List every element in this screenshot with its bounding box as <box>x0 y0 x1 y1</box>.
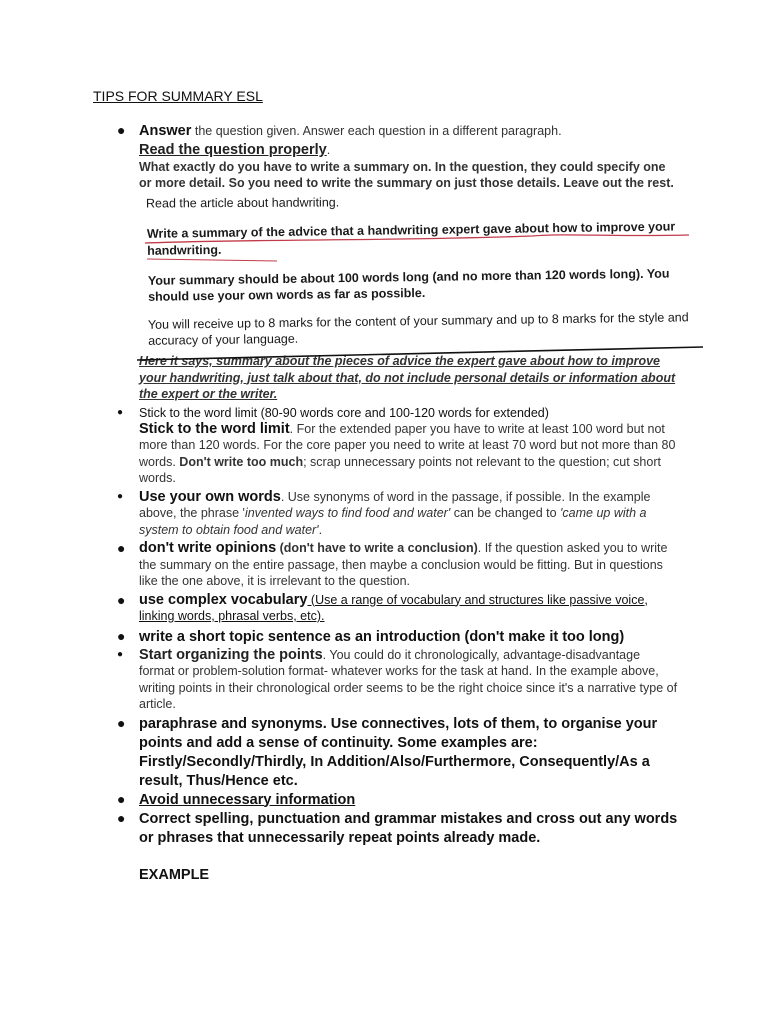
tips-list <box>113 122 689 885</box>
list-item-word-limit <box>113 405 678 487</box>
scanned-question-image <box>137 195 707 353</box>
scan-annotation-marks <box>137 195 707 370</box>
opinions-bold: (don't have to write a conclusion) <box>276 541 478 555</box>
bullet-icon: ● <box>117 490 124 502</box>
bullet-icon: ● <box>117 122 126 138</box>
list-item-answer <box>113 122 689 403</box>
own-words-tail: . <box>318 522 323 537</box>
vocab-lead: use complex vocabulary <box>139 591 308 608</box>
word-limit-lead: Stick to the word limit <box>139 420 290 437</box>
answer-text: the question given. Answer each question in a different paragraph. <box>191 124 562 138</box>
answer-lead: Answer <box>139 123 192 139</box>
opinions-lead: don't write opinions <box>139 540 277 556</box>
list-item-own-words <box>113 489 678 539</box>
example-heading: EXAMPLE <box>139 866 210 883</box>
scan-line-3: Your summary should be about 100 words long (and no more than 120 words long). You should use your own words as far as possible. <box>147 266 670 304</box>
red-underline-mark-2 <box>147 259 277 261</box>
own-words-lead: Use your own words <box>139 488 281 505</box>
document-title: TIPS FOR SUMMARY ESL <box>93 88 263 104</box>
answer-paragraph: What exactly do you have to write a summary on. In the question, they could specify one or more detail. So you need to write the summary on just those details. Leave out the rest. <box>139 160 674 190</box>
own-words-ital1: invented ways to find food and water' <box>244 506 451 520</box>
scan-line-4: You will receive up to 8 marks for the content of your summary and up to 8 marks for the style and accuracy of your language. <box>147 310 689 348</box>
read-question-tail: . <box>326 143 331 157</box>
word-limit-text: . For the extended paper you have to write at least 100 word but not more than 120 words. For the core paper you need to write at least 70 word but not more than 80 words. <box>139 421 676 469</box>
organize-text: . You could do it chronologically, advantage-disadvantage format or problem-solution format- whatever works for the task at hand. In the example above, writing points in their chronological order seems to be the right choice since it's a narrative type of article. <box>139 647 678 711</box>
own-words-mid: can be changed to <box>450 506 561 520</box>
list-item-paraphrase <box>113 715 678 791</box>
scan-line-2: Write a summary of the advice that a handwriting expert gave about how to improve your handwriting. <box>146 219 676 258</box>
bullet-icon: ● <box>117 790 126 807</box>
list-item-vocabulary <box>113 592 678 625</box>
own-words-ital2: 'came up with a system to obtain food and water' <box>139 506 647 537</box>
red-underline-mark <box>145 235 689 243</box>
read-question-heading: Read the question properly <box>139 142 327 158</box>
list-item-opinions <box>113 540 678 590</box>
bullet-icon: ● <box>117 809 126 826</box>
list-item-organize <box>113 647 678 713</box>
bullet-icon: ● <box>117 648 124 660</box>
opinions-text: . If the question asked you to write the summary on the entire passage, then maybe a conclusion would be fitting. But in questions like the one above, it is irrelevant to the question. <box>139 541 668 588</box>
list-item-topic-sentence <box>113 628 678 647</box>
vocab-text: (Use a range of vocabulary and structures like passive voice, linking words, phrasal verbs, etc). <box>139 592 648 623</box>
word-limit-short: Stick to the word limit (80-90 words core and 100-120 words for extended) <box>139 405 549 420</box>
word-limit-bold: Don't write too much <box>179 454 304 469</box>
list-item-correct <box>113 810 678 885</box>
own-words-text: . Use synonyms of word in the passage, if possible. In the example above, the phrase ' <box>139 489 651 520</box>
answer-note: Here it says, summary about the pieces of advice the expert gave about how to improve your handwriting, just talk about that, do not include personal details or information about the expert or the writer. <box>139 354 676 401</box>
organize-lead: Start organizing the points <box>139 646 323 663</box>
correct-text: Correct spelling, punctuation and grammar mistakes and cross out any words or phrases that unnecessarily repeat points already made. <box>139 810 678 846</box>
bullet-icon: ● <box>117 591 126 608</box>
topic-text: write a short topic sentence as an introduction (don't make it too long) <box>139 628 625 645</box>
avoid-text: Avoid unnecessary information <box>139 791 356 808</box>
scan-line-1: Read the article about handwriting. <box>145 195 340 211</box>
word-limit-tail: ; scrap unnecessary points not relevant to the question; cut short words. <box>139 454 661 485</box>
bullet-icon: ● <box>117 406 124 418</box>
paraphrase-text: paraphrase and synonyms. Use connectives, lots of them, to organise your points and add a sense of continuity. Some examples are: Firstly/Secondly/Thirdly, In Addition/Also/Furthermore, Consequently/As a result, Thus/Hence etc. <box>139 715 658 789</box>
bullet-icon: ● <box>117 540 126 556</box>
bullet-icon: ● <box>117 627 126 644</box>
bullet-icon: ● <box>117 714 126 731</box>
scan-rule-line <box>137 347 703 360</box>
list-item-avoid <box>113 791 678 810</box>
